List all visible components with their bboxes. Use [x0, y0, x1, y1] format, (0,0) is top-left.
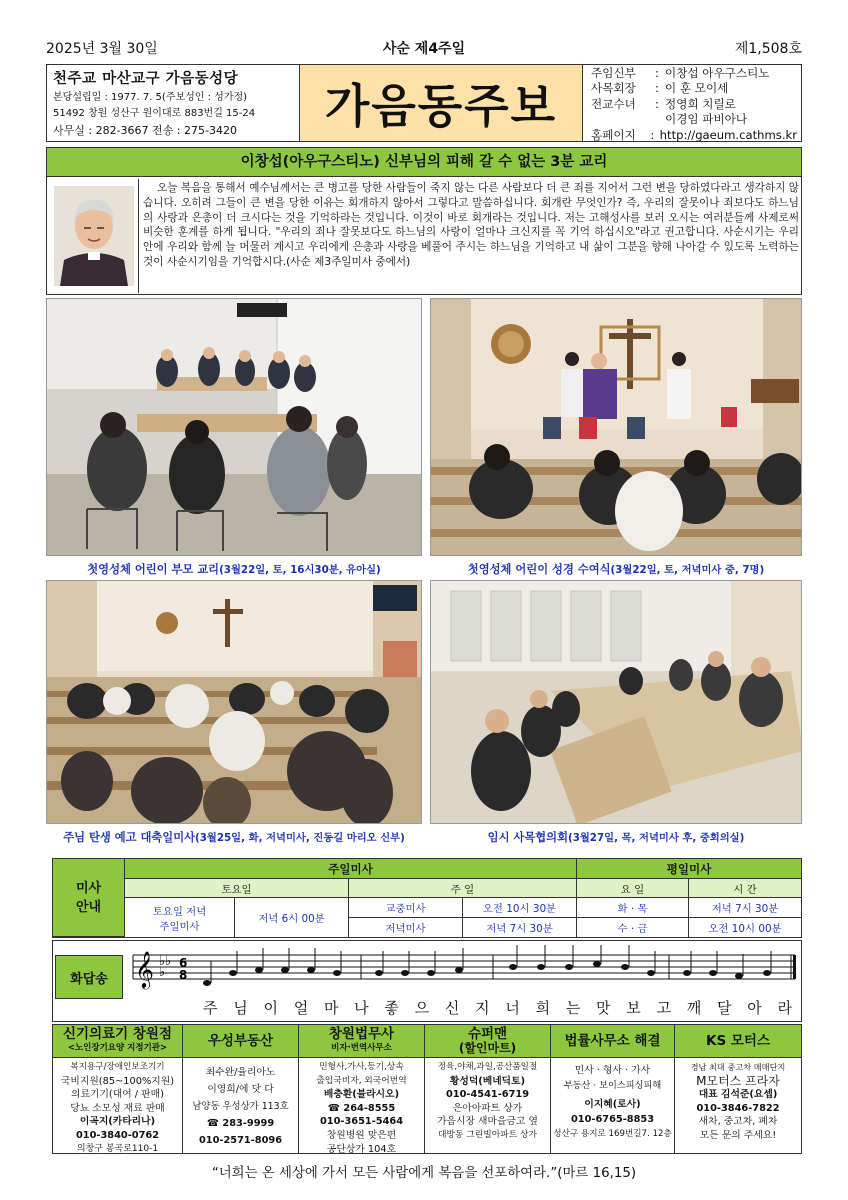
staff-row — [591, 112, 797, 127]
ad-title: 신기의료기 창원점 <노인장기요양 지정기관> — [53, 1025, 182, 1058]
ad-body: 최수완/율리아노 이영희/에 닷 다 남양동 우성상가 113호 ☎ 283-9999 010-2571-8096 — [192, 1067, 289, 1146]
weekday-mass-header: 평일미사 — [577, 859, 801, 879]
sunday-mass-name: 저녁미사 — [349, 918, 463, 937]
footer-scripture: “너희는 온 세상에 가서 모든 사람에게 복음을 선포하여라.”(마르 16,15) — [211, 1166, 637, 1181]
lyric-syllable: 신 — [444, 999, 461, 1017]
ad-body: 민형사,가사,등기,상속 출입국비자, 외국어번역 배충환(블라시오) ☎ 264-8555 010-3651-5464 창원병원 맞은편 공단상가 104호 — [316, 1062, 407, 1155]
saturday-mass-name: 토요일 저녁 주일미사 — [125, 898, 235, 937]
staff-role: 홈페이지 — [591, 127, 636, 142]
priest-portrait-image — [54, 186, 134, 286]
psalm-lyrics — [203, 997, 793, 1019]
staff-row: 주임신부 : 이창섭 아우구스티노 — [591, 66, 770, 80]
lyric-syllable: 주 — [203, 999, 219, 1017]
flat-icon: ♭♭ — [159, 954, 172, 969]
staff-row: 홈페이지 : http://gaeum.cathms.kr — [591, 127, 797, 142]
ad-title: 우성부동산 — [183, 1025, 298, 1058]
weekday-mass-time: 오전 10시 00분 — [708, 923, 782, 935]
staff-role: 사목회장 — [591, 81, 636, 96]
flat-icon: ♭ — [159, 965, 166, 980]
lyric-syllable: 지 — [475, 999, 491, 1017]
photo-annunciation-mass — [46, 580, 422, 824]
ad-body: 민사 · 형사 · 가사 부동산 · 보이스피싱피해 이지혜(로사) 010-6765-8853 성산구 용지로 169번길7. 12층 — [553, 1065, 672, 1139]
lyric-syllable: 아 — [747, 999, 763, 1017]
ad-law-office — [551, 1025, 675, 1153]
staff-name: 이 훈 모이세 — [665, 81, 729, 96]
lyric-syllable: 보 — [626, 999, 642, 1017]
staff-role: 전교수녀 — [591, 96, 636, 111]
lyric-syllable: 희 — [535, 999, 552, 1017]
parish-address: 51492 창원 성산구 원이대로 883번길 15-24 — [53, 108, 256, 119]
psalm-label: 화답송 — [55, 955, 123, 999]
saturday-header: 토요일 — [125, 879, 349, 898]
time-header: 시 간 — [689, 879, 801, 898]
catechism-section — [46, 147, 802, 295]
mass-label: 미사 안내 — [53, 859, 125, 937]
staff-name: 정영희 치릴로 — [665, 96, 736, 111]
weekday-mass-day: 수 · 금 — [577, 918, 689, 937]
responsorial-psalm — [52, 940, 802, 1022]
photo-caption: 첫영성체 어린이 성경 수여식(3월22일, 토, 저녁미사 중, 7명) — [467, 563, 765, 576]
sunday-mass-header: 주일미사 — [125, 859, 577, 879]
weekday-mass-time: 저녁 7시 30분 — [689, 898, 801, 918]
lyric-syllable: 님 — [233, 999, 249, 1017]
catechism-text: 오늘 복음을 통해서 예수님께서는 큰 병고를 당한 사람들이 죽지 않는 다른 사람보다 더 큰 죄를 지어서 그런 변을 당하였다라고 생각하지 않습니다. 오히려 그들이 큰 변을 당한 이유는 회개하지 않아서 그렇다고 말씀하십니다. 회개란 무엇인가? 즉, 우리의 잘못이나 죄보다도 하느님의 사랑과 은총이 더 크시다는 것을 기억하라는 것입니다. 이것이 바로 회개라는 것입니다. 저는 고해성사를 보러 오시는 여러분들께 사제로써 비슷한 훈계를 하게 됩니다. "우리의 죄나 잘못보다도 하느님의 사랑이 얼마나 크신지를 꼭 기억 하십시오"라고 권고합니다. 사순시기는 우리 안에 우리와 함께 늘 머물러 계시고 우리에게 은총과 사랑을 베풀어 주시는 하느님을 기억하고 내 삶이 그분을 향해 나아갈 수 있도록 노력하는 것이 사순시기임을 기억합시다.(사순 제3주일미사 중에서) — [143, 182, 799, 268]
liturgical-week: 사순 제4주일 — [382, 41, 466, 57]
psalm-score — [129, 943, 799, 995]
mass-schedule — [52, 858, 802, 938]
ad-title: KS 모터스 — [675, 1025, 801, 1058]
ad-superman-mart — [425, 1025, 551, 1153]
parish-phone: 사무실 : 282-3667 전송 : 275-3420 — [53, 124, 237, 137]
bulletin-header — [46, 64, 802, 142]
photo-parent-catechism — [46, 298, 422, 556]
staff-role: 주임신부 — [591, 66, 636, 80]
lyric-syllable: 달 — [716, 999, 733, 1017]
lyric-syllable: 너 — [505, 999, 521, 1017]
staff-row: 사목회장 : 이 훈 모이세 — [591, 81, 729, 96]
ad-title: 창원법무사 비자·번역사무소 — [299, 1025, 424, 1058]
lyric-syllable: 이 — [263, 999, 279, 1017]
staff-name: 이창섭 아우구스티노 — [665, 66, 770, 80]
issue-date: 2025년 3월 30일 — [46, 41, 158, 57]
lyric-syllable: 좋 — [384, 999, 400, 1017]
catechism-title: 이창섭(아우구스티노) 신부님의 피해 갈 수 없는 3분 교리 — [47, 148, 801, 177]
lyric-syllable: 라 — [777, 999, 793, 1017]
staff-role — [591, 112, 655, 127]
ad-title: 법률사무소 해결 — [551, 1025, 674, 1058]
photo-caption: 주님 탄생 예고 대축일미사(3월25일, 화, 저녁미사, 진동길 마리오 신부) — [63, 831, 405, 844]
masthead-logo — [299, 65, 583, 141]
treble-clef-icon: 𝄞 — [135, 950, 154, 988]
masthead-title: 가음동주보 — [324, 79, 558, 133]
issue-info-bar — [46, 38, 802, 58]
lyric-syllable: 으 — [414, 999, 431, 1017]
staff-row: 전교수녀 : 정영희 치릴로 — [591, 96, 736, 111]
ad-changwon-legal — [299, 1025, 425, 1153]
sunday-mass-time: 오전 10시 30분 — [463, 898, 577, 918]
sunday-header: 주 일 — [349, 879, 577, 898]
time-signature: 8 — [179, 968, 188, 982]
ad-body: 경남 최대 중고차 매매단지 M모터스 프라자 대표 김석준(요셉) 010-3846-7822 새차, 중고차, 폐차 모든 문의 주세요! — [690, 1062, 786, 1141]
photo-caption: 임시 사목협의회(3월27일, 목, 저녁미사 후, 중회의실) — [487, 831, 745, 844]
lyric-syllable: 나 — [354, 999, 370, 1017]
photo-pastoral-council — [430, 580, 802, 824]
day-header: 요 일 — [577, 879, 689, 898]
parish-info — [47, 65, 299, 141]
weekday-mass-day: 화 · 목 — [577, 898, 689, 918]
lyric-syllable: 고 — [656, 999, 673, 1017]
sponsor-ads — [52, 1024, 802, 1154]
photo-bible-ceremony — [430, 298, 802, 556]
saturday-mass-time: 저녁 6시 00분 — [235, 898, 349, 937]
sunday-mass-time: 저녁 7시 30분 — [463, 918, 577, 937]
lyric-syllable: 맛 — [596, 999, 612, 1017]
priest-portrait — [49, 179, 139, 293]
ad-body: 복지용구/장애인보조기기 국비지원(85~100%지원) 의료기기(대여 / 판매) 당뇨 소모성 재료 판매 이곡지(카타리나) 010-3840-0762 의창구 봉곡로110-1 — [60, 1062, 175, 1154]
lyric-syllable: 깨 — [686, 999, 703, 1017]
parish-founded: 본당설립일 : 1977. 7. 5(주보성인 : 성가정) — [53, 92, 248, 103]
parish-name: 천주교 마산교구 가음동성당 — [53, 71, 239, 87]
staff-list — [587, 65, 801, 144]
staff-name: 이경임 파비아나 — [665, 112, 748, 127]
lyric-syllable: 얼 — [293, 999, 310, 1017]
ad-woosung-realty — [183, 1025, 299, 1153]
ad-body: 정육,야채,과일,공산품일절 황성덕(베네딕토) 010-4541-6719 은아아파트 상가 가음시장 새마을금고 옆 대방동 그린빌아파트 상가 — [437, 1062, 538, 1140]
homepage-link[interactable]: http://gaeum.cathms.kr — [659, 127, 797, 142]
photo-caption: 첫영성체 어린이 부모 교리(3월22일, 토, 16시30분, 유아실) — [87, 563, 381, 576]
sunday-mass-name: 교중미사 — [349, 898, 463, 918]
ad-title: 슈퍼맨 (할인마트) — [425, 1025, 550, 1058]
lyric-syllable: 마 — [323, 999, 340, 1017]
ad-sinki-medical — [53, 1025, 183, 1153]
ad-ks-motors — [675, 1025, 801, 1153]
issue-number: 제1,508호 — [734, 41, 802, 57]
time-signature: 6 — [179, 956, 188, 970]
lyric-syllable: 는 — [565, 999, 582, 1017]
